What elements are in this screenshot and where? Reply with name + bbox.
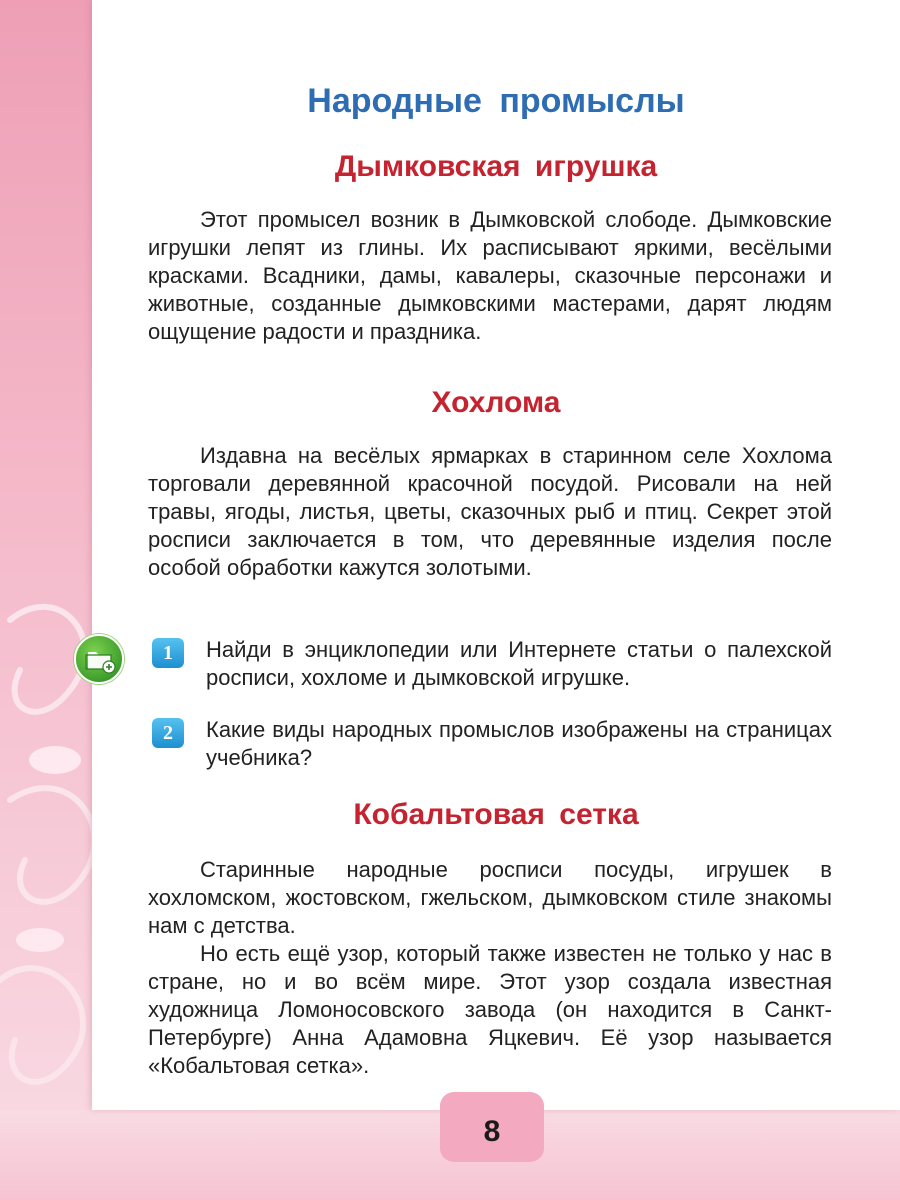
paragraph-khokhloma-text: Издавна на весёлых ярмарках в старинном селе Хохлома торговали деревянной красочной посудой. Рисовали на ней травы, ягоды, листья, цветы, сказочных рыб и птиц. Секрет этой росписи заключается в том, что деревянные изделия после особой обработки кажутся золотыми.: [148, 443, 832, 580]
task-number-badge: 1: [152, 638, 184, 668]
page-number-tab: [440, 1092, 544, 1162]
heading-dymkovo: Дымковская игрушка: [334, 150, 658, 183]
task-text: Найди в энциклопедии или Интернете статьи о палехской росписи, хохломе и дымковской игрушке.: [206, 637, 832, 690]
page-title: Народные промыслы: [307, 82, 685, 120]
folder-plus-icon[interactable]: [74, 634, 124, 684]
task-text: Какие виды народных промыслов изображены на страницах учебника?: [206, 717, 832, 770]
task-1: [148, 636, 832, 696]
task-number-badge: 2: [152, 718, 184, 748]
heading-khokhloma: Хохлома: [431, 386, 561, 419]
page-number: 8: [483, 1115, 501, 1148]
paragraph-cobalt: [148, 856, 832, 1080]
paragraph-dymkovo: [148, 206, 832, 346]
paragraph-cobalt-text-2: Но есть ещё узор, который также известен не только у нас в стране, но и во всём мире. Этот узор создала известная художница Ломоносовского завода (он находится в Санкт-Петербурге) Анна Адамовна Яцкевич. Её узор называется «Кобальтовая сетка».: [148, 941, 832, 1078]
task-2: [148, 716, 832, 776]
paragraph-dymkovo-text: Этот промысел возник в Дымковской слободе. Дымковские игрушки лепят из глины. Их расписывают яркими, весёлыми красками. Всадники, дамы, кавалеры, сказочные персонажи и животные, созданные дымковскими мастерами, дарят людям ощущение радости и праздника.: [148, 207, 832, 344]
folder-plus-icon-glyph: [76, 636, 122, 682]
paragraph-cobalt-text-1: Старинные народные росписи посуды, игрушек в хохломском, жостовском, гжельском, дымковском стиле знакомы нам с детства.: [148, 857, 832, 938]
heading-cobalt: Кобальтовая сетка: [353, 798, 639, 831]
paragraph-khokhloma: [148, 442, 832, 582]
